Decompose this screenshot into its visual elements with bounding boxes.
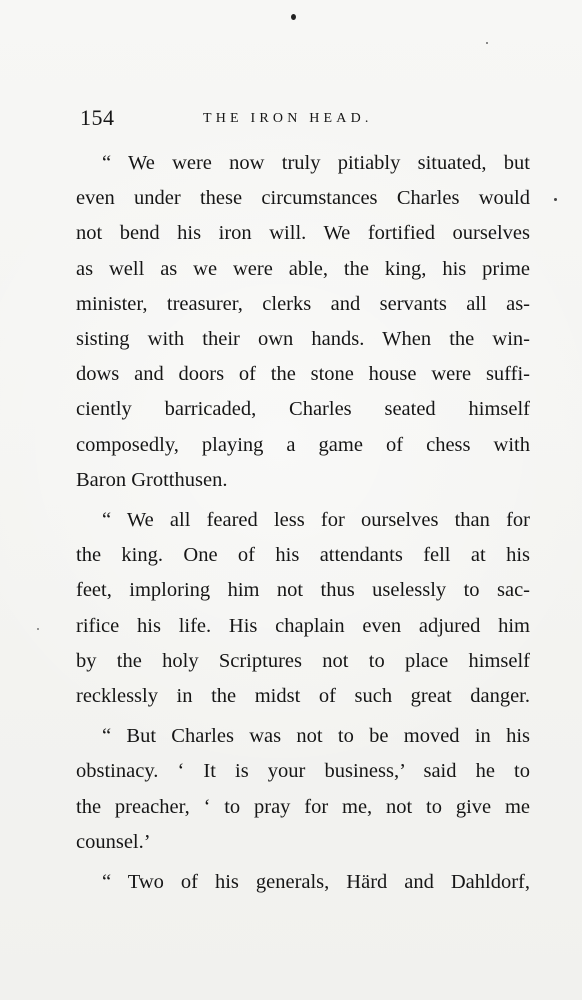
ink-speck (37, 628, 39, 630)
text-line: feet, imploring him not thus uselessly to sac- (76, 579, 530, 602)
text-line: ciently barricaded, Charles seated himself (76, 398, 530, 421)
text-line: “ We all feared less for ourselves than for (102, 509, 530, 532)
text-line: as well as we were able, the king, his prime (76, 257, 530, 280)
paragraph (76, 503, 530, 714)
text-line: dows and doors of the stone house were suffi- (76, 363, 530, 386)
text-line: Baron Grotthusen. (76, 468, 228, 491)
text-line: counsel.’ (76, 830, 151, 853)
text-line: “ We were now truly pitiably situated, but (102, 152, 530, 174)
page-header (80, 106, 530, 132)
running-title: THE IRON HEAD. (203, 111, 373, 126)
ink-speck (291, 14, 296, 20)
text-line: composedly, playing a game of chess with (76, 433, 530, 456)
text-line: rifice his life. His chaplain even adjured him (76, 614, 530, 637)
text-line: the king. One of his attendants fell at his (76, 544, 530, 567)
text-line: “ But Charles was not to be moved in his (102, 725, 530, 748)
text-line: obstinacy. ‘ It is your business,’ said he to (76, 760, 530, 783)
paragraph (76, 719, 530, 860)
paragraph (76, 865, 530, 900)
ink-speck (486, 42, 488, 44)
text-line: not bend his iron will. We fortified ourselves (76, 222, 530, 245)
text-line: by the holy Scriptures not to place himself (76, 649, 530, 672)
text-line: recklessly in the midst of such great danger. (76, 685, 530, 708)
text-line: even under these circumstances Charles would (76, 187, 530, 210)
paragraph (76, 146, 530, 498)
text-line: “ Two of his generals, Härd and Dahldorf, (102, 871, 530, 894)
text-line: sisting with their own hands. When the win- (76, 328, 530, 351)
body-text (76, 146, 530, 905)
text-line: the preacher, ‘ to pray for me, not to give me (76, 795, 530, 818)
text-line: minister, treasurer, clerks and servants all as- (76, 292, 530, 315)
page-number: 154 (80, 105, 115, 130)
ink-speck (554, 198, 557, 201)
